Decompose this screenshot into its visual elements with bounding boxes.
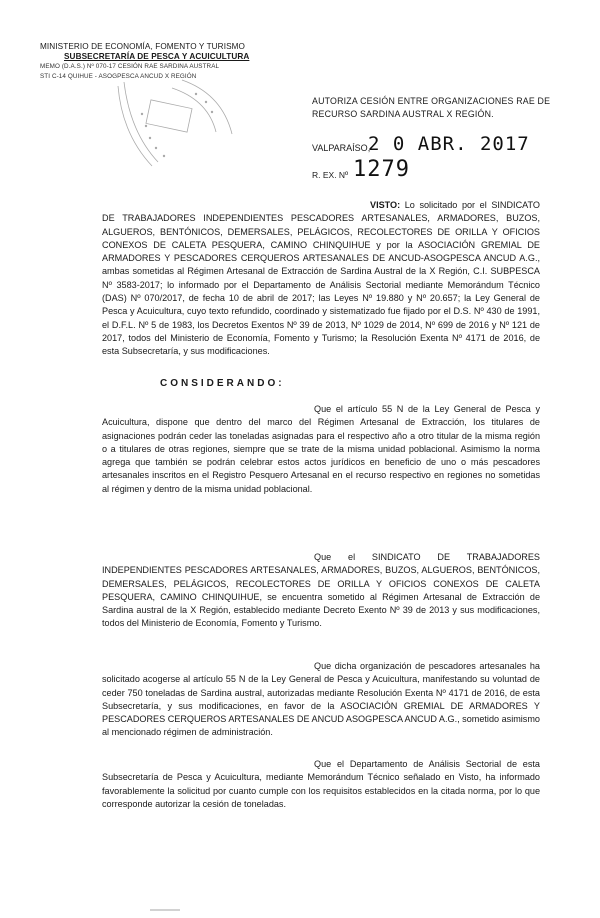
resolution-number: 1279: [353, 157, 410, 182]
subsecretariat-name: SUBSECRETARÍA DE PESCA Y ACUICULTURA: [64, 52, 250, 61]
considerando-paragraph-2: Que el SINDICATO DE TRABAJADORES INDEPENDIENTES PESCADORES ARTESANALES, ARMADORES, BUZOS, ALGUEROS, BENTÓNICOS, DEMERSALES, PELÁGICOS, RECOLECTORES DE ORILLA Y OFICIOS CONEXOS DE CALETA PESQUERA, CAMINO CHINQUIHUE, se encuentra sometido al Régimen Artesanal de Extracción de Sardina austral de la X Región, establecido mediante Decreto Exento Nº 39 de 2013 y sus modificaciones, todos del Ministerio de Economía, Fomento y Turismo.: [102, 552, 540, 629]
footer-mark: [150, 904, 250, 914]
place-label: VALPARAÍSO,: [312, 143, 371, 153]
official-stamp: [112, 74, 242, 174]
memo-reference: MEMO (D.A.S.) Nº 070-17 CESIÓN RAE SARDINA AUSTRAL: [40, 63, 220, 70]
considerando-paragraph-4: Que el Departamento de Análisis Sectorial de esta Subsecretaría de Pesca y Acuicultura, mediante Memorándum Técnico señalado en Visto, ha informado favorablemente la solicitud por cuanto cumple con los requisitos establecidos en la citada norma, por lo que corresponde autorizar la cesión de toneladas.: [102, 759, 540, 809]
ministry-name: MINISTERIO DE ECONOMÍA, FOMENTO Y TURISMO: [40, 42, 246, 51]
rex-label: R. EX. Nº: [312, 170, 349, 180]
date-stamp: 2 0 ABR. 2017: [368, 133, 530, 155]
considerando-heading: CONSIDERANDO:: [160, 378, 285, 389]
visto-text: Lo solicitado por el SINDICATO DE TRABAJADORES INDEPENDIENTES PESCADORES ARTESANALES, ARMADORES, BUZOS, ALGUEROS, BENTÓNICOS, DEMERSALES, PELÁGICOS, RECOLECTORES DE ORILLA Y OFICIOS CONEXOS DE CALETA PESQUERA, CAMINO CHINQUIHUE y por la ASOCIACIÓN GREMIAL DE ARMADORES Y PESCADORES CERQUEROS ARTESANALES DE ANCUD-ASOGPESCA ANCUD A.G., ambas sometidas al Régimen Artesanal de Extracción de Sardina Austral de la X Región, C.I. SUBPESCA Nº 3583-2017; lo informado por el Departamento de Análisis Sectorial mediante Memorándum Técnico (DAS) Nº 070/2017, de fecha 10 de abril de 2017; las Leyes Nº 19.880 y Nº 20.657; la Ley General de Pesca y Acuicultura, cuyo texto refundido, coordinado y sistematizado fue fijado por el D.S. Nº 430 de 1991, el D.F.L. Nº 5 de 1983, los Decretos Exentos Nº 39 de 2013, Nº 1029 de 2014, Nº 699 de 2016 y Nº 121 de 2017, todos del Ministerio de Economía, Fomento y Turismo; la Resolución Exenta Nº 4171 de 2016, de esta Subsecretaría, y sus modificaciones.: [102, 200, 541, 357]
visto-label: VISTO:: [370, 200, 401, 210]
file-reference: STI C-14 QUIHUE - ASOGPESCA ANCUD X REGIÓN: [40, 73, 197, 80]
resolution-title: AUTORIZA CESIÓN ENTRE ORGANIZACIONES RAE DE RECURSO SARDINA AUSTRAL X REGIÓN.: [312, 96, 551, 119]
visto-paragraph: [102, 199, 540, 359]
considerando-paragraph-1: Que el artículo 55 N de la Ley General de Pesca y Acuicultura, dispone que dentro del marco del Régimen Artesanal de Extracción, los titulares de asignaciones podrán ceder las toneladas asignadas para el respectivo año a otro titular de la misma región o a titulares de otras regiones, siempre que se trate de la misma unidad poblacional. Asimismo la norma agrega que también se podrán celebrar estos actos jurídicos en beneficio de uno o más pescadores artesanales inscritos en el Registro Pesquero Artesanal en el recurso respectivo en regiones no sometidas al régimen y dentro de la misma unidad poblacional.: [102, 404, 540, 494]
considerando-paragraph-3: Que dicha organización de pescadores artesanales ha solicitado acogerse al artículo 55 N de la Ley General de Pesca y Acuicultura, manifestando su voluntad de ceder 750 toneladas de Sardina austral, autorizadas mediante Resolución Exenta Nº 4171 de 2016, de esta Subsecretaría, y sus modificaciones, en favor de la ASOCIACIÓN GREMIAL DE ARMADORES Y PESCADORES CERQUEROS ARTESANALES DE ANCUD ASOGPESCA ANCUD A.G., sometido asimismo al mencionado régimen de administración.: [102, 661, 540, 738]
